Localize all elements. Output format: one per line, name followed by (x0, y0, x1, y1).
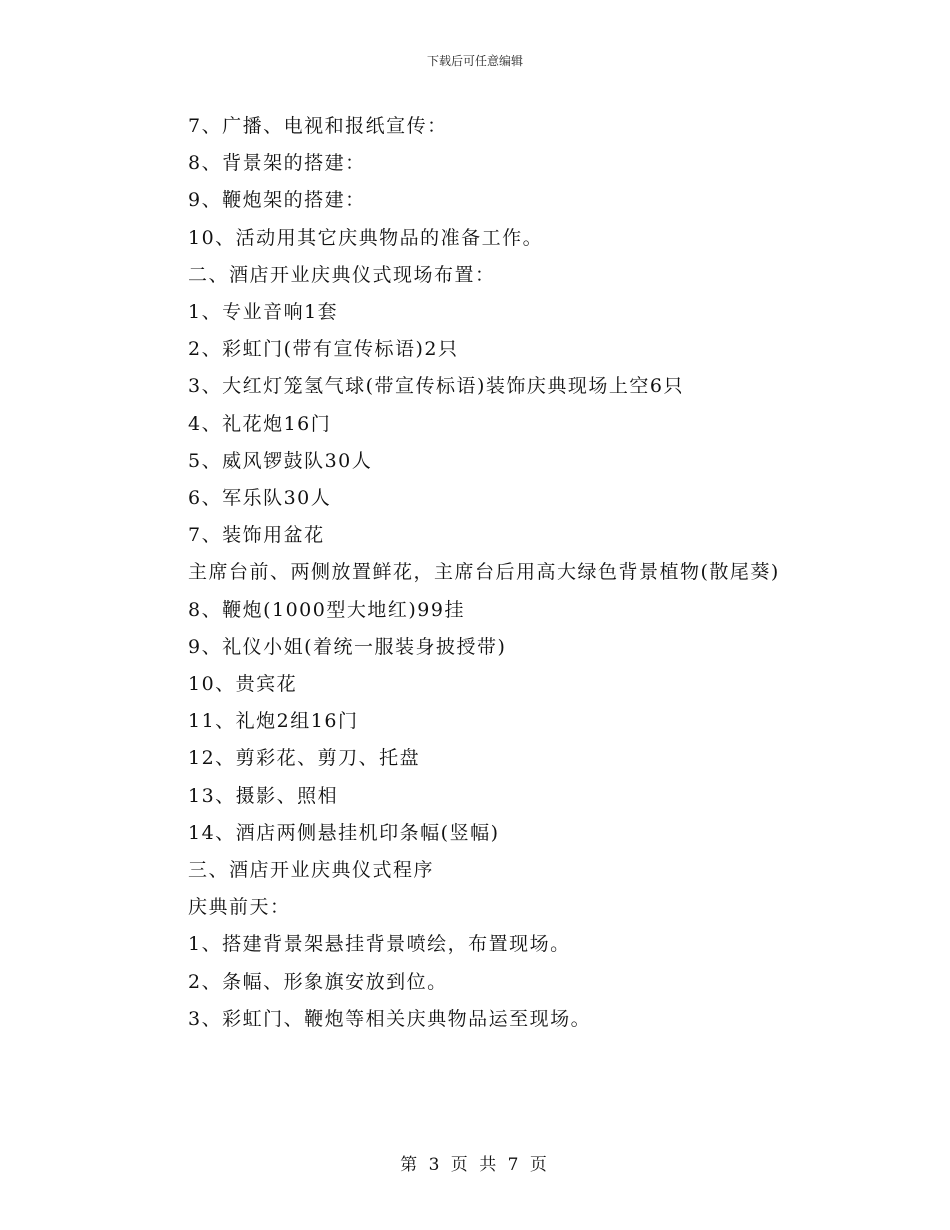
paragraph: 5、威风锣鼓队30人 (188, 449, 373, 472)
paragraph: 主席台前、两侧放置鲜花，主席台后用高大绿色背景植物(散尾葵) (188, 561, 780, 584)
paragraph: 1、搭建背景架悬挂背景喷绘，布置现场。 (188, 933, 571, 956)
paragraph: 11、礼炮2组16门 (188, 710, 359, 733)
paragraph: 12、剪彩花、剪刀、托盘 (188, 747, 421, 770)
paragraph: 10、贵宾花 (188, 673, 298, 696)
paragraph: 4、礼花炮16门 (188, 412, 332, 435)
paragraph: 6、军乐队30人 (188, 487, 332, 510)
paragraph: 3、彩虹门、鞭炮等相关庆典物品运至现场。 (188, 1007, 592, 1030)
page-number: 第 3 页 共 7 页 (400, 1155, 550, 1175)
section-heading: 三、酒店开业庆典仪式程序 (188, 859, 435, 882)
paragraph: 7、装饰用盆花 (188, 524, 325, 547)
paragraph: 9、礼仪小姐(着统一服装身披授带) (188, 635, 507, 658)
paragraph: 1、专业音响1套 (188, 301, 339, 324)
paragraph: 9、鞭炮架的搭建： (188, 189, 366, 212)
paragraph: 8、鞭炮(1000型大地红)99挂 (188, 598, 465, 621)
document-body (142, 108, 802, 1038)
paragraph: 庆典前天： (188, 896, 291, 919)
paragraph: 2、彩虹门(带有宣传标语)2只 (188, 338, 459, 361)
section-heading: 二、酒店开业庆典仪式现场布置： (188, 263, 496, 286)
paragraph: 13、摄影、照相 (188, 784, 339, 807)
paragraph: 8、背景架的搭建： (188, 152, 366, 175)
paragraph: 14、酒店两侧悬挂机印条幅(竖幅) (188, 821, 500, 844)
paragraph: 10、活动用其它庆典物品的准备工作。 (188, 226, 544, 249)
page-header: 下载后可任意编辑 (426, 54, 523, 68)
paragraph: 7、广播、电视和报纸宣传： (188, 115, 448, 137)
paragraph: 3、大红灯笼氢气球(带宣传标语)装饰庆典现场上空6只 (188, 375, 685, 398)
paragraph: 2、条幅、形象旗安放到位。 (188, 970, 448, 993)
